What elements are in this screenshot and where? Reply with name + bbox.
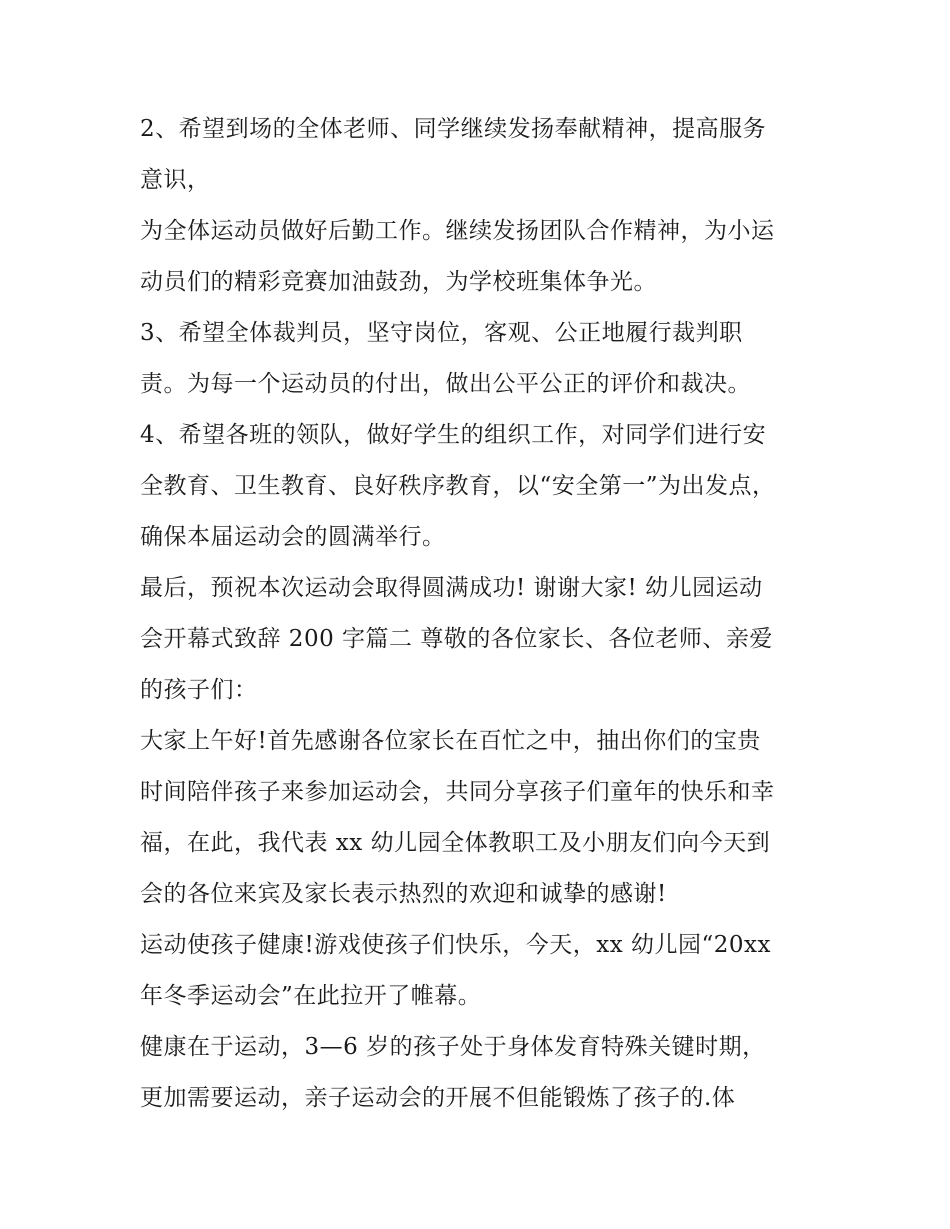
text-line: 意识， (140, 167, 211, 193)
text-line: 4、希望各班的领队，做好学生的组织工作，对同学们进行安 (140, 422, 767, 448)
text-line: 全教育、卫生教育、良好秩序教育，以“安全第一”为出发点， (140, 473, 776, 499)
text-line: 运动使孩子健康!游戏使孩子们快乐，今天，xx 幼儿园“20xx (140, 932, 771, 958)
text-line: 更加需要运动，亲子运动会的开展不但能锻炼了孩子的.体 (140, 1085, 736, 1111)
text-line: 最后，预祝本次运动会取得圆满成功! 谢谢大家! 幼儿园运动 (140, 575, 763, 601)
text-line: 为全体运动员做好后勤工作。继续发扬团队合作精神，为小运 (140, 218, 775, 244)
text-line: 确保本届运动会的圆满举行。 (140, 524, 446, 550)
text-line: 责。为每一个运动员的付出，做出公平公正的评价和裁决。 (140, 371, 751, 397)
document-body (140, 104, 830, 1124)
text-line: 动员们的精彩竞赛加油鼓劲，为学校班集体争光。 (140, 269, 657, 295)
text-line: 会的各位来宾及家长表示热烈的欢迎和诚挚的感谢! (140, 881, 667, 907)
text-line: 福，在此，我代表 xx 幼儿园全体教职工及小朋友们向今天到 (140, 830, 771, 856)
text-line: 2、希望到场的全体老师、同学继续发扬奉献精神，提高服务 (140, 116, 767, 142)
text-line: 时间陪伴孩子来参加运动会，共同分享孩子们童年的快乐和幸 (140, 779, 775, 805)
text-line: 年冬季运动会”在此拉开了帷幕。 (140, 983, 482, 1009)
text-line: 3、希望全体裁判员，坚守岗位，客观、公正地履行裁判职 (140, 320, 743, 346)
text-line: 的孩子们： (140, 677, 258, 703)
text-line: 会开幕式致辞 200 字篇二 尊敬的各位家长、各位老师、亲爱 (140, 626, 773, 652)
text-line: 大家上午好!首先感谢各位家长在百忙之中，抽出你们的宝贵 (140, 728, 761, 754)
text-line: 健康在于运动，3—6 岁的孩子处于身体发育特殊关键时期， (140, 1034, 766, 1060)
